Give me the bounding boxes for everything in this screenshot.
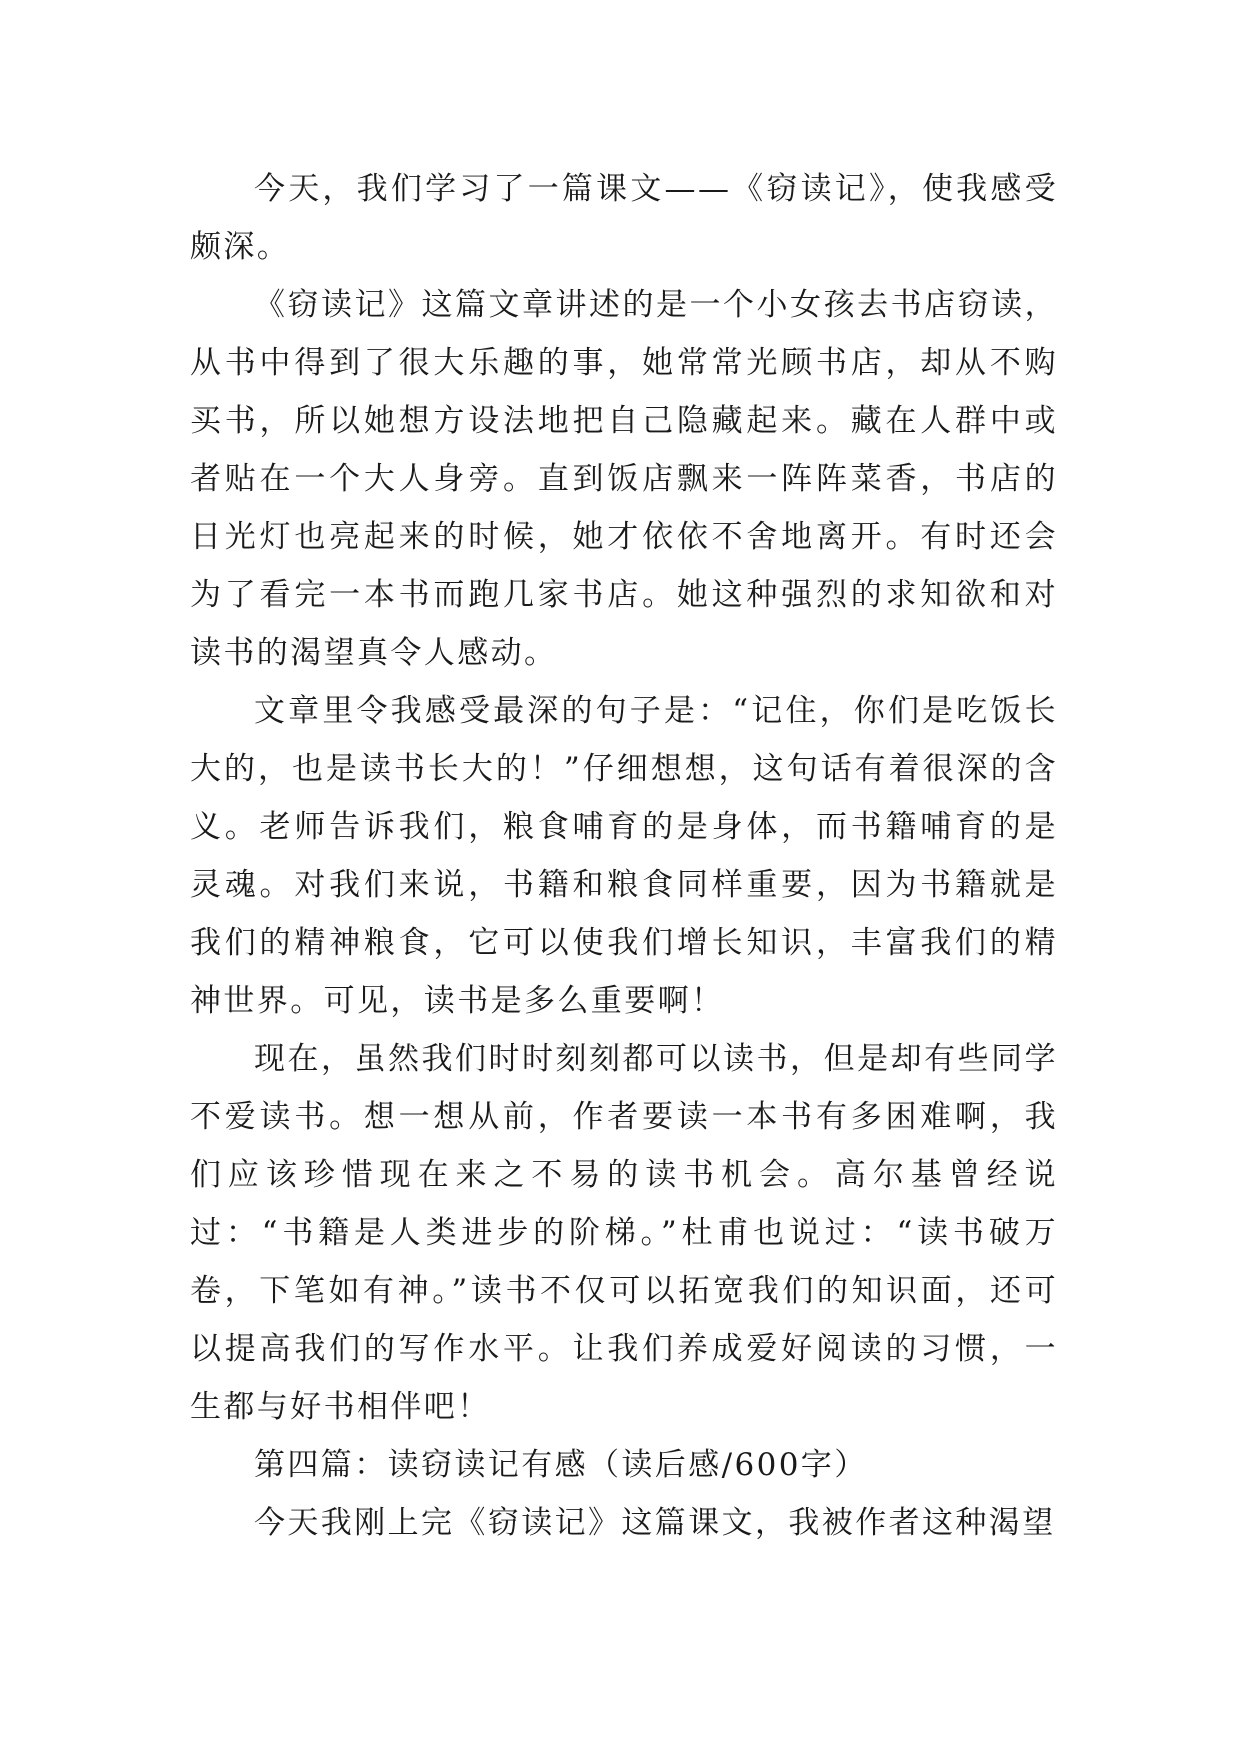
paragraph-2: 《窃读记》这篇文章讲述的是一个小女孩去书店窃读，从书中得到了很大乐趣的事，她常常光顾书店，却从不购买书，所以她想方设法地把自己隐藏起来。藏在人群中或者贴在一个大人身旁。直到饭店飘来一阵阵菜香，书店的日光灯也亮起来的时候，她才依依不舍地离开。有时还会为了看完一本书而跑几家书店。她这种强烈的求知欲和对读书的渴望真令人感动。 [190, 287, 1058, 671]
document-page [190, 160, 1058, 1552]
paragraph-3: 文章里令我感受最深的句子是：“记住，你们是吃饭长大的，也是读书长大的！”仔细想想，这句话有着很深的含义。老师告诉我们，粮食哺育的是身体，而书籍哺育的是灵魂。对我们来说，书籍和粮食同样重要，因为书籍就是我们的精神粮食，它可以使我们增长知识，丰富我们的精神世界。可见，读书是多么重要啊！ [190, 693, 1058, 1019]
paragraph-4: 现在，虽然我们时时刻刻都可以读书，但是却有些同学不爱读书。想一想从前，作者要读一本书有多困难啊，我们应该珍惜现在来之不易的读书机会。高尔基曾经说过：“书籍是人类进步的阶梯。”杜甫也说过：“读书破万卷，下笔如有神。”读书不仅可以拓宽我们的知识面，还可以提高我们的写作水平。让我们养成爱好阅读的习惯，一生都与好书相伴吧！ [190, 1041, 1058, 1425]
section-heading: 第四篇：读窃读记有感（读后感/600字） [254, 1447, 868, 1483]
paragraph-5: 今天我刚上完《窃读记》这篇课文，我被作者这种渴望 [254, 1505, 1056, 1541]
paragraph-1: 今天，我们学习了一篇课文——《窃读记》，使我感受颇深。 [190, 171, 1058, 265]
